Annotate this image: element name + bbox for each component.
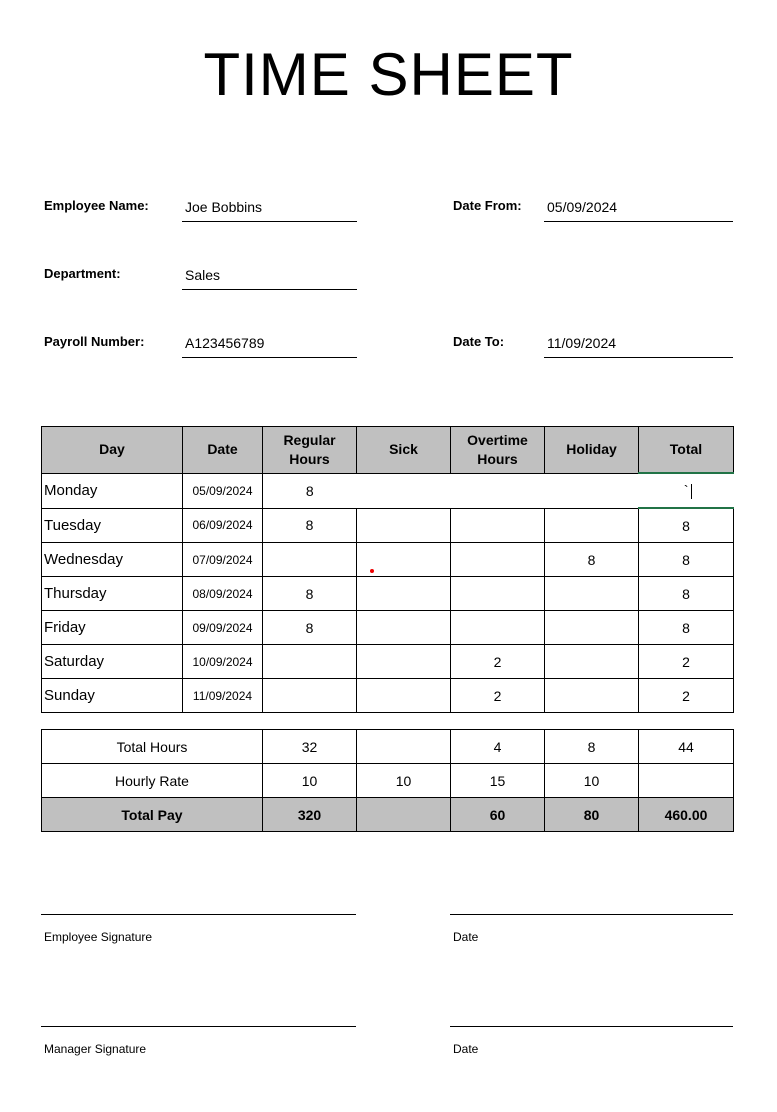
regular-cell[interactable] — [263, 679, 357, 713]
table-row — [42, 645, 734, 679]
regular-cell[interactable]: 8 — [263, 611, 357, 645]
total-cell-input[interactable]: ` — [683, 482, 689, 499]
payroll-field[interactable]: A123456789 — [182, 333, 357, 358]
table-row — [42, 473, 734, 508]
summary-regular-cell[interactable]: 10 — [263, 764, 357, 798]
header-sick: Sick — [357, 427, 451, 474]
employee-name-field[interactable]: Joe Bobbins — [182, 197, 357, 222]
employee-date-line[interactable] — [450, 914, 733, 915]
summary-total-cell[interactable]: 44 — [639, 730, 734, 764]
sick-cell[interactable] — [357, 679, 451, 713]
total-cell[interactable]: 2 — [639, 679, 734, 713]
summary-holiday-cell[interactable]: 8 — [545, 730, 639, 764]
header-date: Date — [183, 427, 263, 474]
summary-sick-cell[interactable] — [357, 798, 451, 832]
overtime-cell[interactable] — [451, 508, 545, 543]
regular-cell[interactable] — [263, 543, 357, 577]
overtime-cell[interactable] — [451, 577, 545, 611]
summary-total-cell[interactable]: 460.00 — [639, 798, 734, 832]
red-dot-marker — [370, 569, 374, 573]
summary-overtime-cell[interactable]: 4 — [451, 730, 545, 764]
summary-total-cell[interactable] — [639, 764, 734, 798]
employee-signature-label: Employee Signature — [44, 930, 153, 944]
overtime-cell[interactable] — [451, 473, 545, 508]
day-cell[interactable]: Saturday — [42, 645, 183, 679]
summary-sick-cell[interactable] — [357, 730, 451, 764]
overtime-cell[interactable] — [451, 611, 545, 645]
date-cell[interactable]: 11/09/2024 — [183, 679, 263, 713]
summary-overtime-cell[interactable]: 60 — [451, 798, 545, 832]
summary-holiday-cell[interactable]: 80 — [545, 798, 639, 832]
summary-row — [42, 764, 734, 798]
table-row — [42, 577, 734, 611]
sick-cell[interactable] — [357, 577, 451, 611]
date-from-label: Date From: — [453, 198, 522, 213]
employee-signature-line[interactable] — [41, 914, 356, 915]
sick-cell[interactable] — [357, 645, 451, 679]
overtime-cell[interactable]: 2 — [451, 679, 545, 713]
manager-signature-line[interactable] — [41, 1026, 356, 1027]
day-cell[interactable]: Friday — [42, 611, 183, 645]
regular-cell[interactable] — [263, 645, 357, 679]
header-holiday: Holiday — [545, 427, 639, 474]
table-row — [42, 679, 734, 713]
date-cell[interactable]: 10/09/2024 — [183, 645, 263, 679]
regular-cell[interactable]: 8 — [263, 473, 357, 508]
department-label: Department: — [44, 266, 121, 281]
summary-row — [42, 730, 734, 764]
day-cell[interactable]: Sunday — [42, 679, 183, 713]
department-field[interactable]: Sales — [182, 265, 357, 290]
summary-holiday-cell[interactable]: 10 — [545, 764, 639, 798]
day-cell[interactable]: Wednesday — [42, 543, 183, 577]
date-from-field[interactable]: 05/09/2024 — [544, 197, 733, 222]
header-total: Total — [639, 427, 734, 474]
holiday-cell[interactable] — [545, 577, 639, 611]
summary-regular-cell[interactable]: 32 — [263, 730, 357, 764]
holiday-cell[interactable]: 8 — [545, 543, 639, 577]
day-cell[interactable]: Tuesday — [42, 508, 183, 543]
total-cell[interactable]: 8 — [639, 577, 734, 611]
employee-date-label: Date — [453, 930, 479, 944]
holiday-cell[interactable] — [545, 611, 639, 645]
regular-cell[interactable]: 8 — [263, 508, 357, 543]
hours-table — [41, 426, 734, 713]
sick-cell[interactable] — [357, 611, 451, 645]
employee-name-label: Employee Name: — [44, 198, 149, 213]
sick-cell[interactable] — [357, 473, 451, 508]
manager-signature-label: Manager Signature — [44, 1042, 147, 1056]
manager-date-line[interactable] — [450, 1026, 733, 1027]
overtime-cell[interactable]: 2 — [451, 645, 545, 679]
date-cell[interactable]: 06/09/2024 — [183, 508, 263, 543]
date-cell[interactable]: 08/09/2024 — [183, 577, 263, 611]
day-cell[interactable]: Thursday — [42, 577, 183, 611]
regular-cell[interactable]: 8 — [263, 577, 357, 611]
date-cell[interactable]: 05/09/2024 — [183, 473, 263, 508]
summary-regular-cell[interactable]: 320 — [263, 798, 357, 832]
table-row — [42, 611, 734, 645]
date-to-field[interactable]: 11/09/2024 — [544, 333, 733, 358]
summary-sick-cell[interactable]: 10 — [357, 764, 451, 798]
date-cell[interactable]: 09/09/2024 — [183, 611, 263, 645]
total-cell-editing[interactable] — [639, 473, 734, 508]
manager-date-label: Date — [453, 1042, 479, 1056]
summary-label-cell[interactable]: Total Hours — [42, 730, 263, 764]
payroll-label: Payroll Number: — [44, 334, 145, 349]
header-overtime: Overtime Hours — [451, 427, 545, 474]
holiday-cell[interactable] — [545, 679, 639, 713]
header-regular: Regular Hours — [263, 427, 357, 474]
table-row — [42, 508, 734, 543]
day-cell[interactable]: Monday — [42, 473, 183, 508]
table-row — [42, 543, 734, 577]
holiday-cell[interactable] — [545, 508, 639, 543]
header-day: Day — [42, 427, 183, 474]
holiday-cell[interactable] — [545, 645, 639, 679]
summary-table — [41, 729, 734, 832]
summary-label-cell[interactable]: Hourly Rate — [42, 764, 263, 798]
sick-cell[interactable] — [357, 508, 451, 543]
overtime-cell[interactable] — [451, 543, 545, 577]
total-cell[interactable]: 8 — [639, 611, 734, 645]
holiday-cell[interactable] — [545, 473, 639, 508]
date-to-label: Date To: — [453, 334, 505, 349]
page-title: TIME SHEET — [203, 41, 574, 108]
total-cell[interactable]: 8 — [639, 508, 734, 543]
summary-row — [42, 798, 734, 832]
summary-label-cell[interactable]: Total Pay — [42, 798, 263, 832]
total-cell[interactable]: 2 — [639, 645, 734, 679]
summary-overtime-cell[interactable]: 15 — [451, 764, 545, 798]
date-cell[interactable]: 07/09/2024 — [183, 543, 263, 577]
total-cell[interactable]: 8 — [639, 543, 734, 577]
text-cursor — [691, 484, 692, 499]
